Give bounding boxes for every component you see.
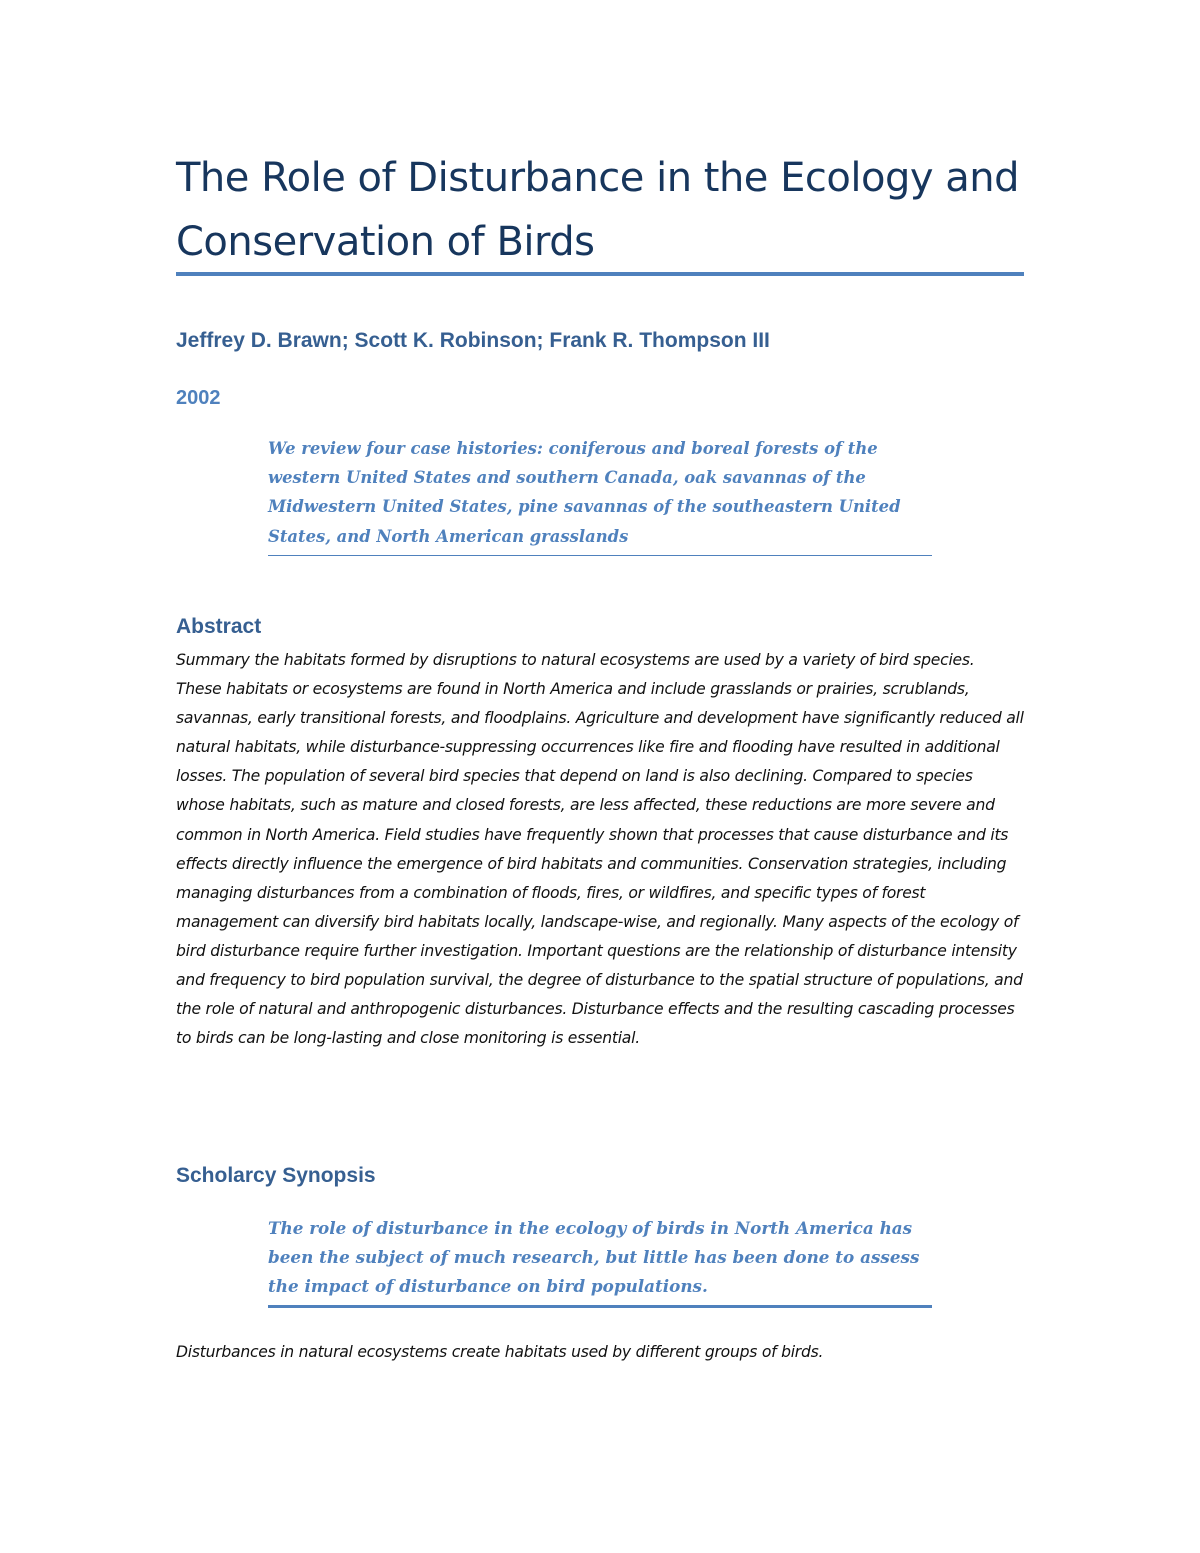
publication-year: 2002 (176, 387, 221, 409)
abstract-body: Summary the habitats formed by disruptions to natural ecosystems are used by a variety of bird species. These habitats or ecosystems are found in North America and include grasslands or prairies, scrublands, savannas, early transitional forests, and floodplains. Agriculture and development have significantly reduced all natural habitats, while disturbance-suppressing occurrences like fire and flooding have resulted in additional losses. The population of several bird species that depend on land is also declining. Compared to species whose habitats, such as mature and closed forests, are less affected, these reductions are more severe and common in North America. Field studies have frequently shown that processes that cause disturbance and its effects directly influence the emergence of bird habitats and communities. Conservation strategies, including managing disturbances from a combination of floods, fires, or wildfires, and specific types of forest management can diversify bird habitats locally, landscape-wise, and regionally. Many aspects of the ecology of bird disturbance require further investigation. Important questions are the relationship of disturbance intensity and frequency to bird population survival, the degree of disturbance to the spatial structure of populations, and the role of natural and anthropogenic disturbances. Disturbance effects and the resulting cascading processes to birds can be long-lasting and close monitoring is essential. (176, 651, 1024, 1048)
title-divider (176, 272, 1024, 276)
synopsis-quote: The role of disturbance in the ecology of birds in North America has been the subject of much research, but little has been done to assess the impact of disturbance on bird populations. (268, 1218, 920, 1297)
abstract-heading: Abstract (176, 615, 262, 638)
author-list: Jeffrey D. Brawn; Scott K. Robinson; Frank R. Thompson III (176, 329, 770, 352)
intro-quote: We review four case histories: coniferous and boreal forests of the western United States and southern Canada, oak savannas of the Midwestern United States, pine savannas of the southeastern United States, and North American grasslands (268, 439, 901, 546)
closing-paragraph: Disturbances in natural ecosystems create habitats used by different groups of birds. (176, 1343, 824, 1361)
document-title: The Role of Disturbance in the Ecology and Conservation of Birds (176, 155, 1019, 265)
synopsis-heading: Scholarcy Synopsis (176, 1164, 376, 1187)
synopsis-quote-divider (268, 1305, 932, 1308)
intro-quote-divider (268, 555, 932, 556)
